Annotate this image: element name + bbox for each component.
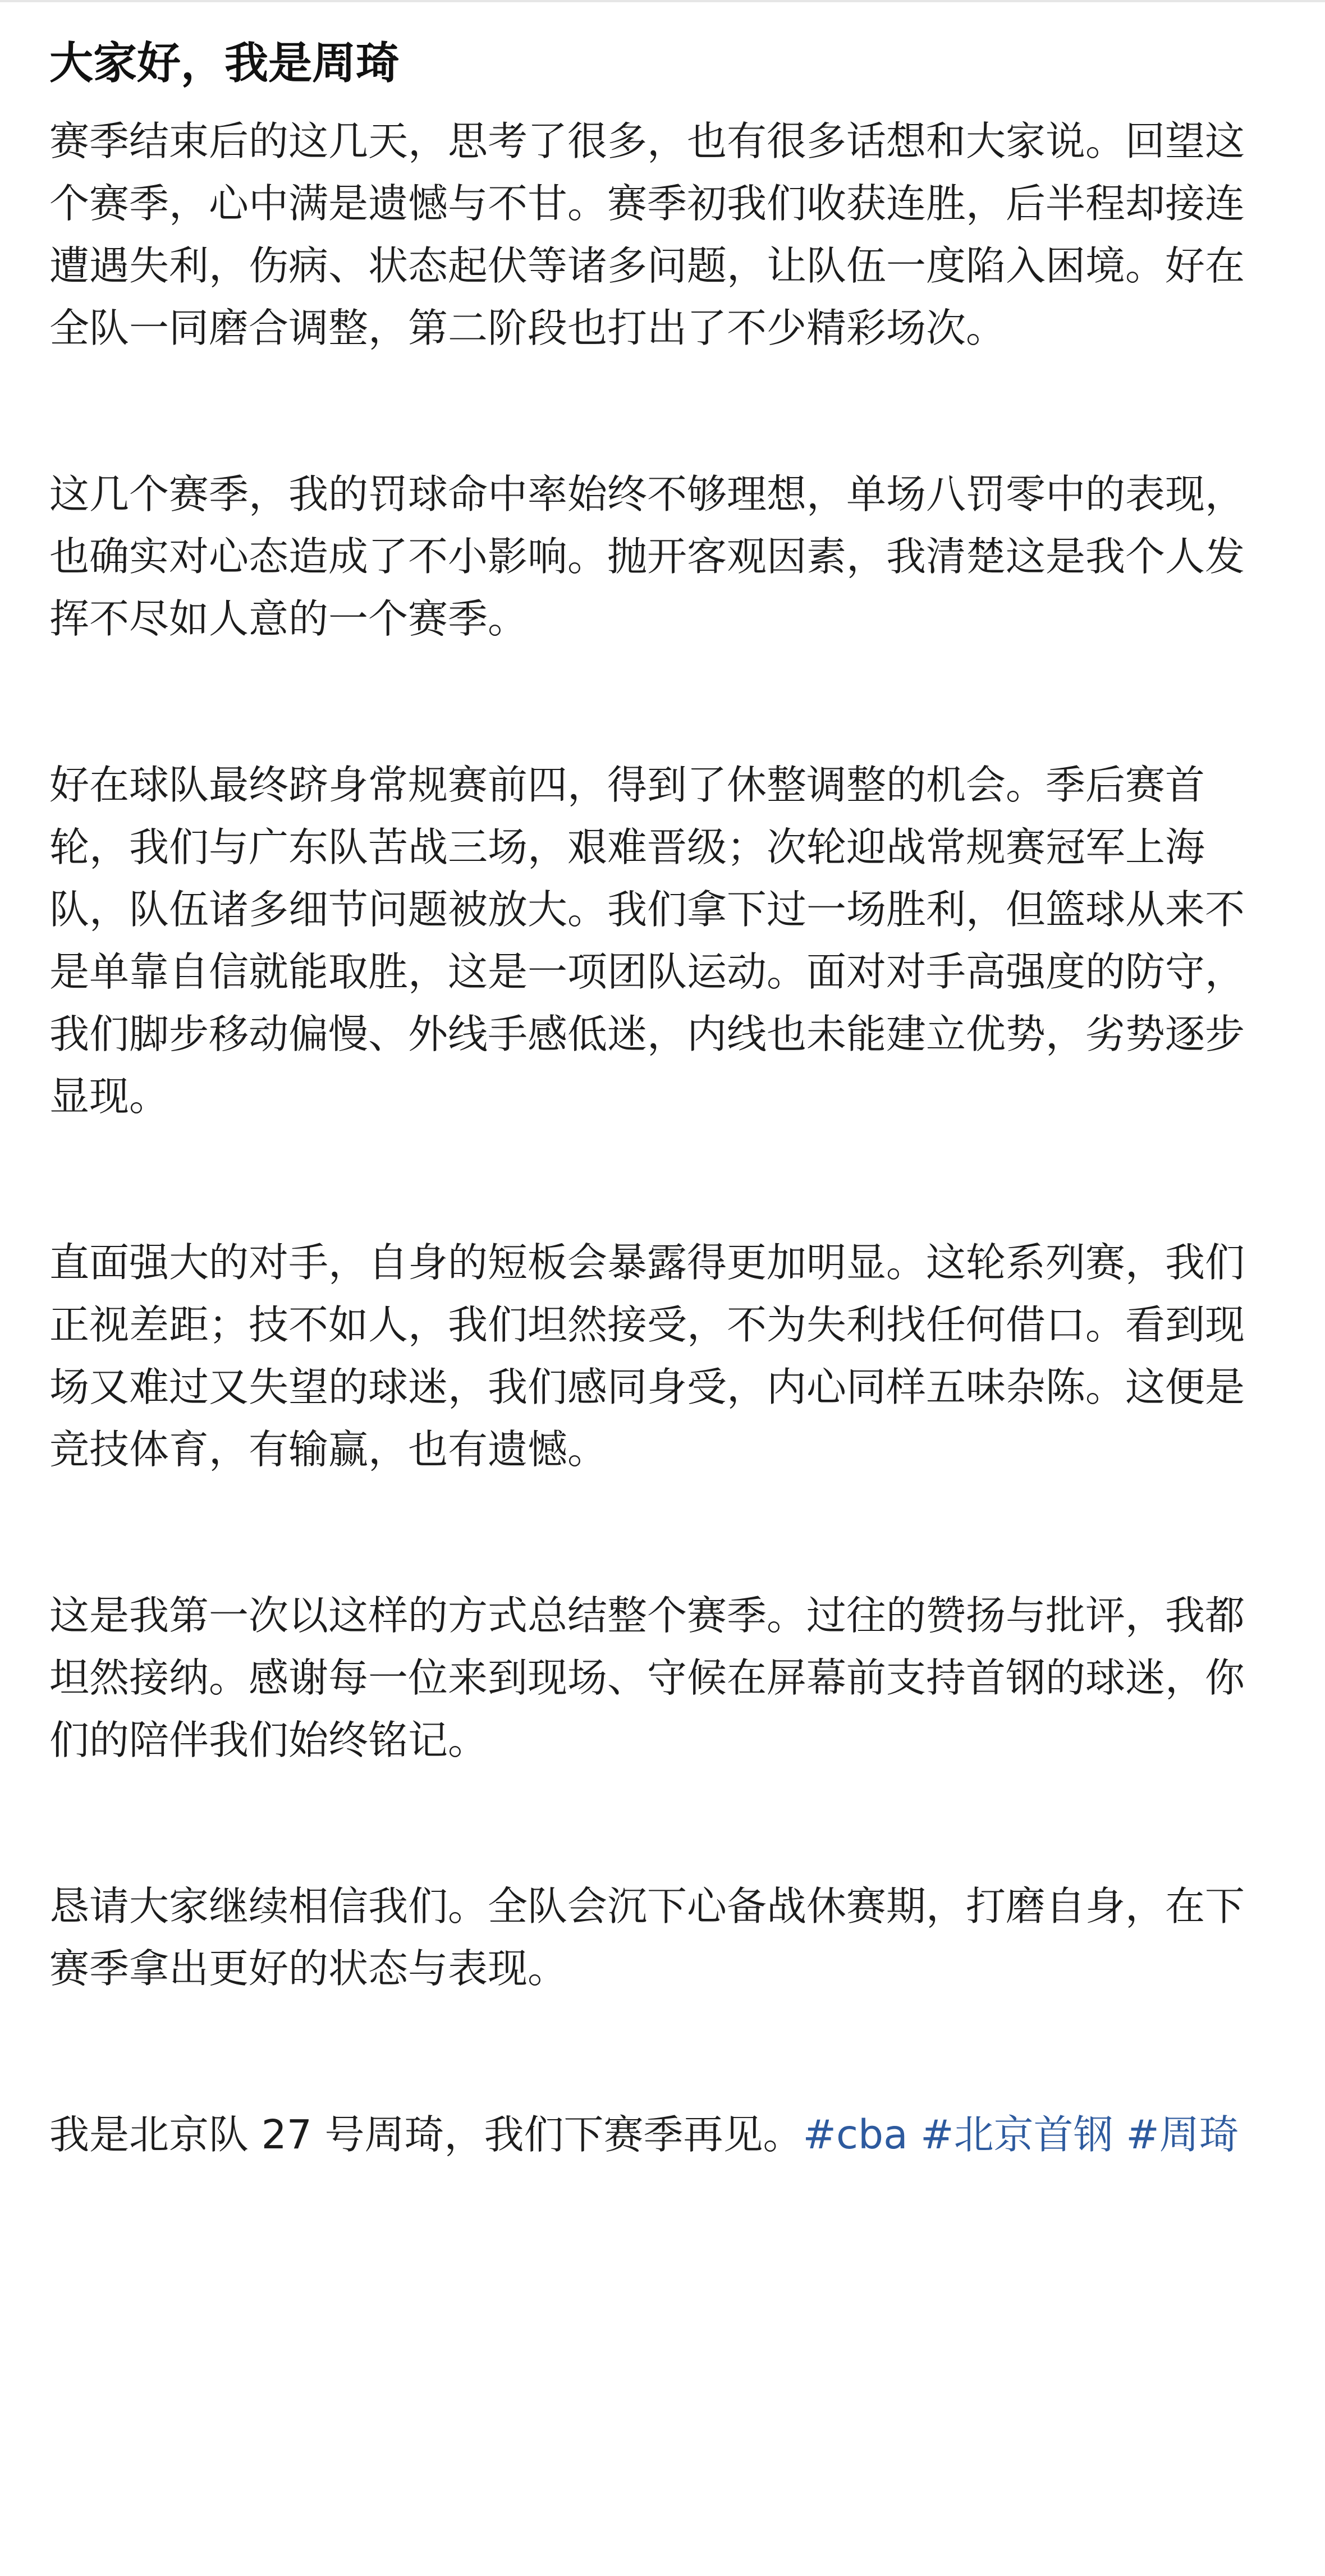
post-content — [49, 33, 1284, 2166]
hashtag-zhouqi[interactable]: #周琦 — [1126, 2111, 1239, 2158]
hashtag-beijing-shougang[interactable]: #北京首钢 — [920, 2111, 1113, 2158]
post-paragraph-5: 这是我第一次以这样的方式总结整个赛季。过往的赞扬与批评，我都坦然接纳。感谢每一位来到现场、守候在屏幕前支持首钢的球迷，你们的陪伴我们始终铭记。 — [49, 1592, 1245, 1763]
post-paragraph-2: 这几个赛季，我的罚球命中率始终不够理想，单场八罚零中的表现，也确实对心态造成了不小影响。抛开客观因素，我清楚这是我个人发挥不尽如人意的一个赛季。 — [49, 471, 1245, 642]
hashtag-cba[interactable]: #cba — [803, 2111, 908, 2158]
closing-text: 我是北京队 27 号周琦，我们下赛季再见。 — [49, 2111, 803, 2158]
post-paragraph-1: 赛季结束后的这几天，思考了很多，也有很多话想和大家说。回望这个赛季，心中满是遗憾与不甘。赛季初我们收获连胜，后半程却接连遭遇失利，伤病、状态起伏等诸多问题，让队伍一度陷入困境。好在全队一同磨合调整，第二阶段也打出了不少精彩场次。 — [49, 118, 1245, 351]
post-paragraph-4: 直面强大的对手，自身的短板会暴露得更加明显。这轮系列赛，我们正视差距；技不如人，我们坦然接受，不为失利找任何借口。看到现场又难过又失望的球迷，我们感同身受，内心同样五味杂陈。这便是竞技体育，有输赢，也有遗憾。 — [49, 1239, 1245, 1473]
post-title: 大家好，我是周琦 — [49, 38, 400, 89]
post-closing-paragraph — [49, 2103, 1284, 2166]
post-paragraph-3: 好在球队最终跻身常规赛前四，得到了休整调整的机会。季后赛首轮，我们与广东队苦战三场，艰难晋级；次轮迎战常规赛冠军上海队，队伍诸多细节问题被放大。我们拿下过一场胜利，但篮球从来不是单靠自信就能取胜，这是一项团队运动。面对对手高强度的防守，我们脚步移动偏慢、外线手感低迷，内线也未能建立优势，劣势逐步显现。 — [49, 762, 1245, 1120]
top-divider — [0, 0, 1325, 2]
post-paragraph-6: 恳请大家继续相信我们。全队会沉下心备战休赛期，打磨自身，在下赛季拿出更好的状态与表现。 — [49, 1883, 1245, 1992]
